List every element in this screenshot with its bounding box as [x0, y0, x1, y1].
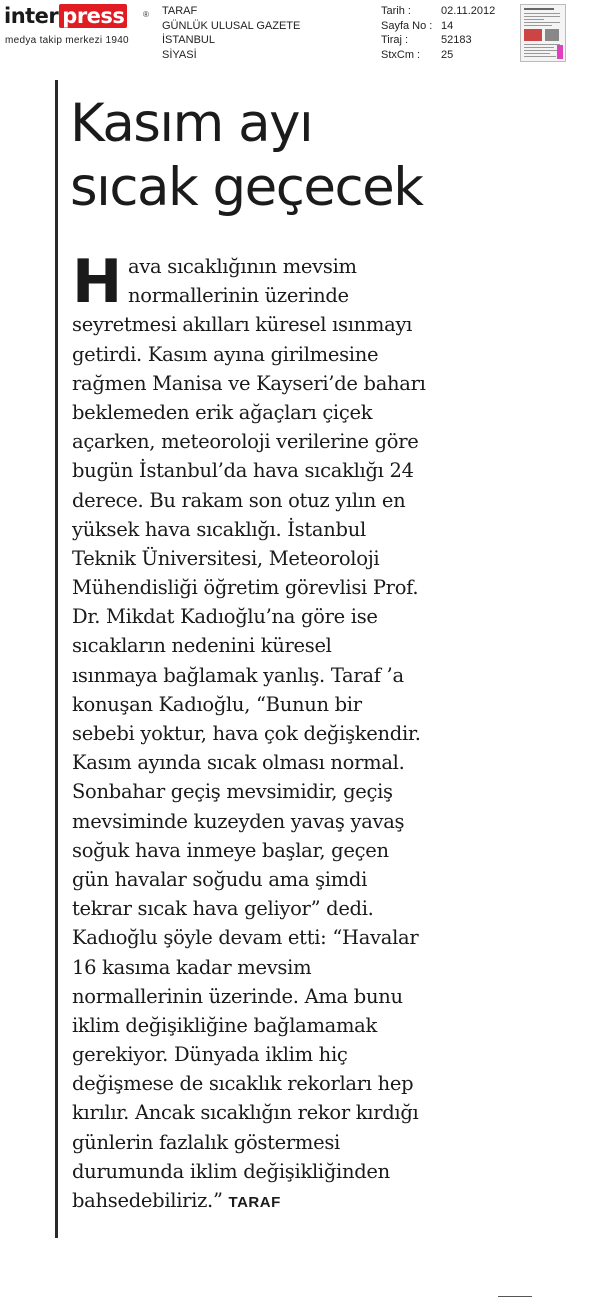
body-line: Mühendisliği öğretim görevlisi Prof. — [72, 576, 419, 600]
meta-date-label: Tarih : — [381, 5, 411, 17]
body-line: değişmese de sıcaklık rekorları hep — [72, 1072, 414, 1096]
body-line: beklemeden erik ağaçları çiçek — [72, 400, 373, 424]
body-line: Kasım ayında sıcak olması normal. — [72, 751, 405, 775]
body-line: tekrar sıcak hava geliyor” dedi. — [72, 897, 374, 921]
body-line: Teknik Üniversitesi, Meteoroloji — [72, 546, 380, 570]
meta-stxcm-label: StxCm : — [381, 48, 421, 61]
source-tag: TARAF — [228, 1194, 281, 1211]
logo-press: press — [59, 4, 127, 28]
meta-circulation-value: 52183 — [441, 34, 472, 46]
body-line: bahsedebiliriz.” — [72, 1189, 223, 1212]
body-line: gerekiyor. Dünyada iklim hiç — [72, 1043, 348, 1067]
article-body — [72, 247, 452, 1215]
meta-page-value: 14 — [441, 19, 454, 32]
column-rule — [55, 80, 58, 1238]
meta-date-value: 02.11.2012 — [441, 5, 496, 17]
publication-city: İSTANBUL — [162, 34, 215, 46]
registered-mark: ® — [143, 10, 149, 19]
publication-section: SİYASİ — [162, 48, 197, 61]
body-line: Dr. Mikdat Kadıoğlu’na göre ise — [72, 605, 378, 629]
meta-page-row — [381, 19, 511, 34]
body-line: ısınmaya bağlamak yanlış. Taraf ’a — [72, 663, 404, 687]
body-line: günlerin fazlalık göstermesi — [72, 1130, 340, 1154]
body-line: bugün İstanbul’da hava sıcaklığı 24 — [72, 459, 414, 483]
body-line: yüksek hava sıcaklığı. İstanbul — [72, 517, 366, 541]
body-line: 16 kasıma kadar mevsim — [72, 955, 312, 979]
body-line: getirdi. Kasım ayına girilmesine — [72, 342, 379, 366]
body-line: sebebi yoktur, hava çok değişkendir. — [72, 722, 421, 745]
corner-mark — [498, 1296, 532, 1297]
drop-cap: H — [72, 247, 123, 317]
article-headline — [70, 92, 450, 220]
body-line: Sonbahar geçiş mevsimidir, geçiş — [72, 780, 393, 804]
logo-tagline: medya takip merkezi 1940 — [5, 35, 129, 46]
page-thumbnail[interactable] — [520, 4, 566, 62]
body-line: derece. Bu rakam son otuz yılın en — [72, 488, 406, 512]
meta-stxcm-row — [381, 48, 511, 63]
meta-stxcm-value: 25 — [441, 48, 454, 61]
body-line: soğuk hava inmeye başlar, geçen — [72, 838, 389, 862]
publication-category: GÜNLÜK ULUSAL GAZETE — [162, 19, 301, 32]
headline-line-2: sıcak geçecek — [70, 157, 423, 218]
body-line: açarken, meteoroloji verilerine göre — [72, 430, 419, 454]
body-line: normallerinin üzerinde — [128, 284, 349, 308]
body-line: sıcakların nedenini küresel — [72, 634, 332, 658]
body-line: gün havalar soğudu ama şimdi — [72, 867, 368, 891]
meta-date-row — [381, 4, 511, 19]
publication-name: TARAF — [162, 5, 198, 17]
body-last-line — [72, 1186, 452, 1215]
meta-page-label: Sayfa No : — [381, 19, 433, 32]
clipping-header — [0, 0, 590, 70]
body-line: mevsiminde kuzeyden yavaş yavaş — [72, 809, 405, 833]
headline-line-1: Kasım ayı — [70, 93, 313, 154]
meta-circulation-row — [381, 33, 511, 48]
logo-wordmark — [4, 4, 127, 28]
interpress-logo — [4, 4, 152, 48]
body-line: durumunda iklim değişikliğinden — [72, 1159, 390, 1183]
body-line: konuşan Kadıoğlu, “Bunun bir — [72, 692, 362, 716]
publication-info — [162, 4, 300, 62]
body-line: Kadıoğlu şöyle devam etti: “Havalar — [72, 926, 419, 950]
body-line: rağmen Manisa ve Kayseri’de baharı — [72, 371, 426, 395]
body-line: seyretmesi akılları küresel ısınmayı — [72, 313, 413, 337]
logo-inter: inter — [4, 4, 59, 28]
body-line: normallerinin üzerinde. Ama bunu — [72, 984, 403, 1008]
meta-circulation-label: Tiraj : — [381, 34, 409, 46]
clipping-metadata — [381, 4, 511, 62]
body-line: iklim değişikliğine bağlamamak — [72, 1013, 378, 1037]
body-line: kırılır. Ancak sıcaklığın rekor kırdığı — [72, 1101, 419, 1125]
body-line: ava sıcaklığının mevsim — [128, 255, 357, 278]
